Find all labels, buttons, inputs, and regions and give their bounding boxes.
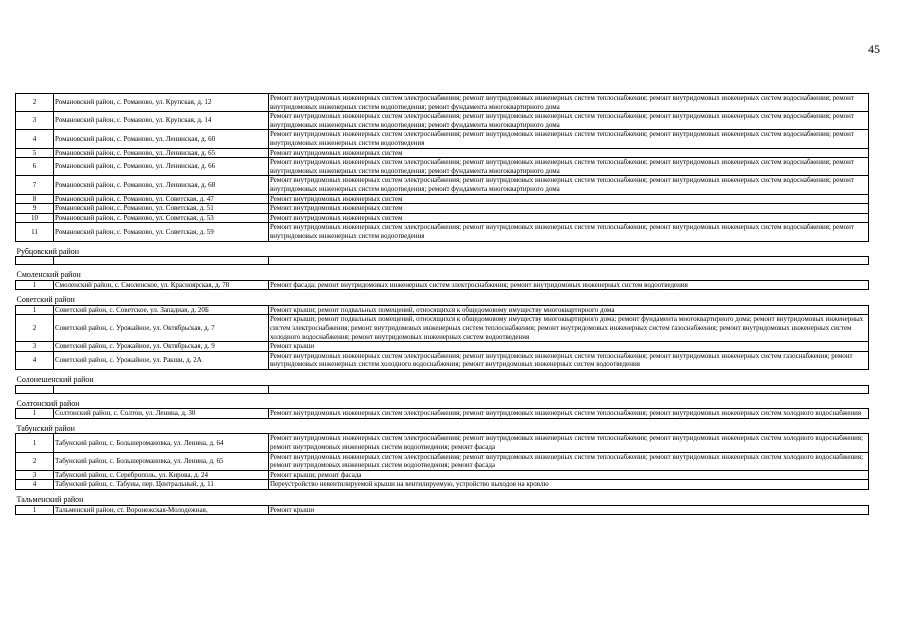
house-address: Романовский район, с. Романово, ул. Советская, д. 53 [54,213,269,223]
table-body [16,94,869,515]
row-number: 10 [16,213,54,223]
works-list: Ремонт внутридомовых инженерных систем [269,213,869,223]
house-address [54,257,269,265]
table-row [16,194,869,204]
house-address: Романовский район, с. Романово, ул. Советская, д. 47 [54,194,269,204]
district-name: Рубцовский район [16,241,869,257]
table-row [16,505,869,515]
row-number: 3 [16,342,54,352]
house-address: Табунский район, с. Большеромановка, ул. Ленина, д. 64 [54,434,269,452]
row-number: 7 [16,176,54,194]
works-list: Ремонт внутридомовых инженерных систем [269,194,869,204]
district-heading-row [16,370,869,386]
table-row [16,176,869,194]
district-name: Тальменский район [16,489,869,505]
table-row [16,213,869,223]
row-number: 4 [16,480,54,490]
house-address: Романовский район, с. Романово, ул. Крупская, д. 14 [54,112,269,130]
table-row [16,223,869,241]
works-list: Ремонт крыши; ремонт подвальных помещений, относящихся к общедомовому имуществу многоквартирного дома [269,305,869,315]
page-number: 45 [868,42,880,56]
works-list: Ремонт крыши; ремонт подвальных помещений, относящихся к общедомовому имуществу многоквартирного дома; ремонт фундамента многоквартирного дома; ремонт внутридомовых инженерных систем электроснабжения; ремонт внутридомовых инженерных систем теплоснабжения; ремонт внутридомовых инженерных систем газоснабжения; ремонт внутридомовых инженерных систем холодного водоснабжения; ремонт внутридомовых инженерных систем водоотведения [269,315,869,342]
row-number: 1 [16,409,54,419]
works-list: Ремонт внутридомовых инженерных систем электроснабжения; ремонт внутридомовых инженерных систем теплоснабжения; ремонт внутридомовых инженерных систем газоснабжения; ремонт внутридомовых инженерных систем холодного водоснабжения; ремонт внутридомовых инженерных систем водоотведения [269,351,869,369]
row-number: 1 [16,305,54,315]
house-address: Солтонский район, с. Солтон, ул. Ленина, д. 30 [54,409,269,419]
row-number: 5 [16,148,54,158]
table-row [16,280,869,290]
house-address: Романовский район, с. Романово, ул. Ленинская, д. 60 [54,130,269,148]
district-heading-row [16,418,869,434]
works-list: Ремонт внутридомовых инженерных систем электроснабжения; ремонт внутридомовых инженерных систем теплоснабжения; ремонт внутридомовых инженерных систем водоснабжения; ремонт внутридомовых инженерных систем водоотведения; ремонт фундамента многоквартирного дома [269,94,869,112]
district-name: Солтонский район [16,393,869,409]
works-list: Ремонт внутридомовых инженерных систем электроснабжения; ремонт внутридомовых инженерных систем теплоснабжения; ремонт внутридомовых инженерных систем водоснабжения; ремонт внутридомовых инженерных систем водоотведения [269,130,869,148]
house-address: Советский район, с. Урожайное, ул. Октябрьская, д. 9 [54,342,269,352]
row-number: 3 [16,112,54,130]
district-heading-row [16,489,869,505]
district-name: Советский район [16,290,869,306]
works-list: Ремонт внутридомовых инженерных систем электроснабжения; ремонт внутридомовых инженерных систем теплоснабжения; ремонт внутридомовых инженерных систем водоснабжения; ремонт внутридомовых инженерных систем водоотведения; ремонт фундамента многоквартирного дома [269,158,869,176]
house-address: Табунский район, с. Сереброполь, ул. Кирова, д. 24 [54,470,269,480]
blank-row [16,385,869,393]
row-number: 1 [16,505,54,515]
row-number: 3 [16,470,54,480]
district-name: Солонешенский район [16,370,869,386]
works-list: Ремонт внутридомовых инженерных систем электроснабжения; ремонт внутридомовых инженерных систем теплоснабжения; ремонт внутридомовых инженерных систем водоснабжения; ремонт внутридомовых инженерных систем водоотведения; ремонт фундамента многоквартирного дома [269,176,869,194]
house-address: Табунский район, с. Табуны, пер. Центральный, д. 11 [54,480,269,490]
works-list [269,385,869,393]
row-number: 2 [16,452,54,470]
works-list: Ремонт внутридомовых инженерных систем электроснабжения; ремонт внутридомовых инженерных систем теплоснабжения; ремонт внутридомовых инженерных систем водоснабжения; ремонт внутридомовых инженерных систем водоотведения; ремонт фундамента многоквартирного дома [269,112,869,130]
works-list: Ремонт внутридомовых инженерных систем электроснабжения; ремонт внутридомовых инженерных систем теплоснабжения; ремонт внутридомовых инженерных систем водоснабжения; ремонт внутридомовых инженерных систем водоотведения [269,223,869,241]
works-list: Ремонт внутридомовых инженерных систем электроснабжения; ремонт внутридомовых инженерных систем теплоснабжения; ремонт внутридомовых инженерных систем холодного водоснабжения; ремонт внутридомовых инженерных систем водоотведения; ремонт фасада [269,434,869,452]
works-list [269,257,869,265]
house-address: Табунский район, с. Большеромановка, ул. Ленина, д. 65 [54,452,269,470]
table-row [16,158,869,176]
row-number: 2 [16,94,54,112]
table-row [16,409,869,419]
row-number: 4 [16,351,54,369]
house-address: Романовский район, с. Романово, ул. Советская, д. 59 [54,223,269,241]
table-row [16,130,869,148]
works-list: Ремонт внутридомовых инженерных систем электроснабжения; ремонт внутридомовых инженерных систем теплоснабжения; ремонт внутридомовых инженерных систем холодного водоснабжения [269,409,869,419]
works-list: Ремонт внутридомовых инженерных систем [269,204,869,214]
table-row [16,204,869,214]
district-heading-row [16,393,869,409]
district-heading-row [16,241,869,257]
table-row [16,351,869,369]
row-number: 4 [16,130,54,148]
district-heading-row [16,265,869,281]
table-row [16,480,869,490]
row-number: 1 [16,280,54,290]
district-heading-row [16,290,869,306]
district-name: Табунский район [16,418,869,434]
row-number: 2 [16,315,54,342]
works-list: Ремонт внутридомовых инженерных систем [269,148,869,158]
house-address: Романовский район, с. Романово, ул. Ленинская, д. 68 [54,176,269,194]
table-row [16,94,869,112]
house-address: Романовский район, с. Романово, ул. Ленинская, д. 66 [54,158,269,176]
table-row [16,112,869,130]
district-name: Смоленский район [16,265,869,281]
house-address: Романовский район, с. Романово, ул. Крупская, д. 12 [54,94,269,112]
row-number: 1 [16,434,54,452]
row-number: 8 [16,194,54,204]
table-row [16,305,869,315]
works-list: Ремонт крыши; ремонт фасада [269,470,869,480]
row-number: 11 [16,223,54,241]
works-list: Ремонт крыши [269,505,869,515]
table-row [16,342,869,352]
works-list: Ремонт внутридомовых инженерных систем электроснабжения; ремонт внутридомовых инженерных систем теплоснабжения; ремонт внутридомовых инженерных систем холодного водоснабжения; ремонт внутридомовых инженерных систем водоотведения; ремонт фасада [269,452,869,470]
works-list: Ремонт фасада; ремонт внутридомовых инженерных систем электроснабжения; ремонт внутридомовых инженерных систем водоотведения [269,280,869,290]
house-address: Советский район, с. Урожайное, ул. Ракши, д. 2А [54,351,269,369]
table-row [16,315,869,342]
house-address: Советский район, с. Урожайное, ул. Октябрьская, д. 7 [54,315,269,342]
table-row [16,148,869,158]
house-address: Романовский район, с. Романово, ул. Ленинская, д. 65 [54,148,269,158]
house-address: Тальменский район, ст. Воронежская-Молодежная, [54,505,269,515]
house-address: Смоленский район, с. Смоленское, ул. Красноярская, д. 78 [54,280,269,290]
table-row [16,470,869,480]
row-number: 6 [16,158,54,176]
house-address: Советский район, с. Советское, ул. Западная, д. 20Б [54,305,269,315]
row-number [16,385,54,393]
house-address [54,385,269,393]
row-number: 9 [16,204,54,214]
works-list: Ремонт крыши [269,342,869,352]
blank-row [16,257,869,265]
works-list: Переустройство невентилируемой крыши на вентилируемую, устройство выходов на кровлю [269,480,869,490]
table-row [16,434,869,452]
row-number [16,257,54,265]
table-row [16,452,869,470]
repair-register-table [15,93,869,515]
house-address: Романовский район, с. Романово, ул. Советская, д. 51 [54,204,269,214]
